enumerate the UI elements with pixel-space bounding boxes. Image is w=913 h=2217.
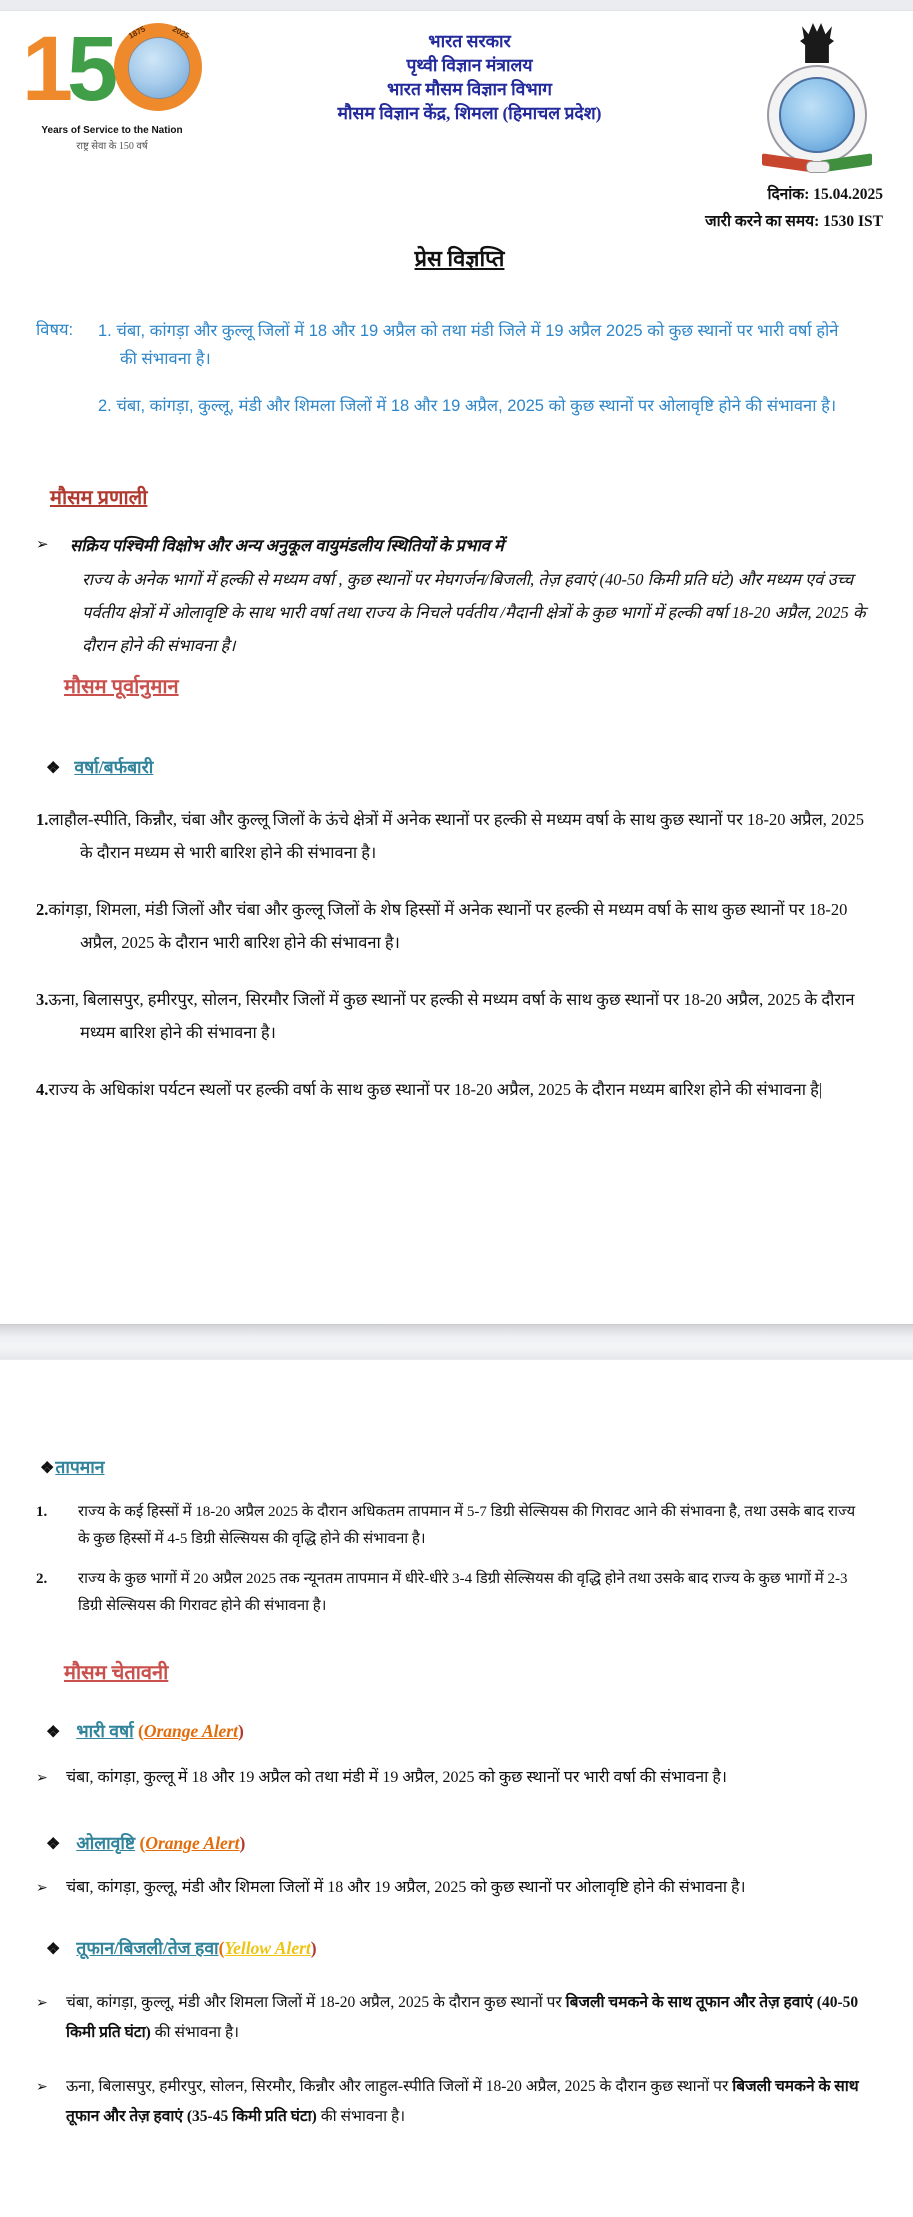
- ashoka-emblem-icon: [800, 23, 834, 63]
- warning-thunderstorm-point-1: [36, 1988, 883, 2048]
- section-weather-system: [50, 483, 883, 510]
- tricolor-ribbon-icon: [762, 157, 872, 171]
- arrow-bullet-icon: ➢: [36, 537, 49, 553]
- warning-hailstorm-heading: [46, 1831, 883, 1855]
- subsection-rain-snow-text: वर्षा/बर्फबारी: [74, 757, 154, 777]
- forecast-point-3-num: 3.: [36, 990, 49, 1009]
- viewer-top-strip: [0, 0, 913, 11]
- press-release-title: [36, 243, 883, 273]
- point-pre: चंबा, कांगड़ा, कुल्लू, मंडी और शिमला जिलों में 18-20 अप्रैल, 2025 के दौरान कुछ स्थानों पर: [66, 1994, 566, 2011]
- point-post: की संभावना है।: [316, 2108, 406, 2125]
- page-separator: [0, 1324, 913, 1360]
- warning-thunderstorm-point-2-text: [66, 2072, 873, 2132]
- subject-item-2: 2. चंबा, कांगड़ा, कुल्लू, मंडी और शिमला जिलों में 18 और 19 अप्रैल, 2025 को कुछ स्थानों पर ओलावृष्टि होने की संभावना है।: [98, 397, 837, 415]
- diamond-bullet-icon: ❖: [46, 760, 61, 777]
- letterhead: [21, 18, 883, 171]
- forecast-point-3-text: ऊना, बिलासपुर, हमीरपुर, सोलन, सिरमौर जिलों में कुछ स्थानों पर हल्की से मध्यम वर्षा के साथ कुछ स्थानों पर 18-20 अप्रैल, 2025 के दौरान मध्यम बारिश होने की संभावना है।: [48, 990, 855, 1042]
- section-weather-system-text: मौसम प्रणाली: [50, 487, 148, 509]
- warning-heavy-rain-point: [36, 1763, 883, 1794]
- forecast-point-4-text: राज्य के अधिकांश पर्यटन स्थलों पर हल्की वर्षा के साथ कुछ स्थानों पर 18-20 अप्रैल, 2025 के दौरान मध्यम बारिश होने की संभावना है|: [48, 1080, 823, 1099]
- arrow-bullet-icon: ➢: [36, 2080, 48, 2095]
- arrow-bullet-icon: ➢: [36, 1996, 48, 2011]
- temperature-point-2-num: 2.: [36, 1571, 48, 1587]
- temperature-point-1: [36, 1499, 883, 1553]
- yellow-alert-badge: Yellow Alert: [224, 1938, 311, 1958]
- weather-system-bullet-heading: सक्रिय पश्चिमी विक्षोभ और अन्य अनुकूल वायुमंडलीय स्थितियों के प्रभाव में: [70, 536, 504, 555]
- imd-globe-icon: [779, 77, 855, 153]
- section-weather-warning-text: मौसम चेतावनी: [64, 1662, 169, 1684]
- imd-emblem-circle: [767, 65, 867, 165]
- org-line-department: भारत मौसम विज्ञान विभाग: [386, 79, 553, 99]
- logo-globe-ring: [114, 23, 202, 111]
- forecast-point-2: [36, 893, 883, 959]
- page-2: [0, 1360, 913, 2217]
- forecast-point-4: [36, 1073, 883, 1106]
- weather-system-bullet: [36, 534, 883, 558]
- point-bold: बिजली चमकने के साथ तूफान और तेज़ हवाएं (35-45 किमी प्रति घंटा): [66, 2078, 859, 2125]
- logo-year-start: 1875: [127, 24, 148, 41]
- temperature-point-2-text: राज्य के कुछ भागों में 20 अप्रैल 2025 तक न्यूनतम तापमान में धीरे-धीरे 3-4 डिग्री सेल्सियस की वृद्धि होने तथा उसके बाद राज्य के कुछ भागों में 2-3 डिग्री सेल्सियस की गिरावट होने की संभावना है।: [78, 1571, 848, 1614]
- paren-open: (: [139, 1833, 146, 1853]
- logo-caption-hi: राष्ट्र सेवा के 150 वर्ष: [76, 141, 148, 152]
- arrow-bullet-icon: ➢: [36, 1771, 48, 1786]
- issue-date: दिनांक: 15.04.2025: [767, 186, 883, 203]
- forecast-point-4-num: 4.: [36, 1080, 49, 1099]
- arrow-bullet-icon: ➢: [36, 1881, 48, 1896]
- logo-caption-en: Years of Service to the Nation: [41, 125, 183, 136]
- organization-header: [188, 23, 751, 125]
- paren-open: (: [138, 1721, 144, 1741]
- subsection-rain-snow: [46, 755, 883, 779]
- paren-open: (: [218, 1938, 225, 1958]
- section-weather-warning: [64, 1658, 883, 1685]
- warning-thunderstorm-title: तूफान/बिजली/तेज हवा: [76, 1938, 219, 1958]
- warning-heavy-rain-title: भारी वर्षा: [76, 1721, 134, 1741]
- ribbon-center: [806, 161, 830, 173]
- subject-items: [98, 317, 883, 439]
- subject-block: [36, 317, 883, 439]
- org-line-govt: भारत सरकार: [428, 31, 511, 51]
- section-forecast: [64, 672, 883, 699]
- paren-close: ): [310, 1938, 317, 1958]
- warning-thunderstorm-heading: [46, 1936, 883, 1960]
- page-1: [0, 11, 913, 1324]
- imd-150-years-logo: [21, 18, 192, 152]
- subject-item-1: 1. चंबा, कांगड़ा और कुल्लू जिलों में 18 और 19 अप्रैल को तथा मंडी जिले में 19 अप्रैल 2025 को कुछ स्थानों पर भारी वर्षा होने की संभावना है।: [98, 322, 839, 368]
- point-post: की संभावना है।: [150, 2024, 240, 2041]
- warning-heavy-rain-point-text: चंबा, कांगड़ा, कुल्लू में 18 और 19 अप्रैल को तथा मंडी में 19 अप्रैल, 2025 को कुछ स्थानों पर भारी वर्षा की संभावना है।: [66, 1769, 727, 1786]
- warning-heavy-rain-heading: [46, 1719, 883, 1743]
- forecast-point-2-text: कांगड़ा, शिमला, मंडी जिलों और चंबा और कुल्लू जिलों के शेष हिस्सों में अनेक स्थानों पर हल्की से मध्यम वर्षा के साथ कुछ स्थानों पर 18-20 अप्रैल, 2025 के दौरान भारी बारिश होने की संभावना है।: [48, 900, 848, 952]
- issue-meta: [36, 181, 883, 235]
- imd-emblem-logo: [751, 23, 883, 171]
- warning-hailstorm-point: [36, 1873, 883, 1904]
- diamond-bullet-icon: ❖: [46, 1941, 61, 1958]
- forecast-point-1-num: 1.: [36, 810, 49, 829]
- paren-close: ): [239, 1833, 246, 1853]
- forecast-point-2-num: 2.: [36, 900, 49, 919]
- section-forecast-text: मौसम पूर्वानुमान: [64, 676, 179, 698]
- warning-thunderstorm-point-1-text: [66, 1988, 873, 2048]
- org-line-centre: मौसम विज्ञान केंद्र, शिमला (हिमाचल प्रदेश): [337, 103, 602, 123]
- logo-digit-5: 5: [67, 18, 113, 120]
- logo-year-end: 2025: [171, 24, 192, 41]
- org-line-ministry: पृथ्वी विज्ञान मंत्रालय: [406, 55, 533, 75]
- temperature-point-1-num: 1.: [36, 1504, 48, 1520]
- warning-thunderstorm-point-2: [36, 2072, 883, 2132]
- globe-icon: [128, 37, 190, 99]
- logo-digit-1: 1: [21, 18, 67, 120]
- diamond-bullet-icon: ❖: [46, 1836, 61, 1853]
- diamond-bullet-icon: ❖: [40, 1460, 55, 1477]
- forecast-point-1-text: लाहौल-स्पीति, किन्नौर, चंबा और कुल्लू जिलों के ऊंचे क्षेत्रों में अनेक स्थानों पर हल्की से मध्यम वर्षा के साथ कुछ स्थानों पर 18-20 अप्रैल, 2025 के दौरान मध्यम से भारी बारिश होने की संभावना है।: [48, 810, 865, 862]
- temperature-point-2: [36, 1566, 883, 1620]
- warning-hailstorm-title: ओलावृष्टि: [76, 1833, 136, 1853]
- issue-time: जारी करने का समय: 1530 IST: [705, 213, 883, 230]
- logo-150-digits: [21, 18, 192, 120]
- weather-system-paragraph: राज्य के अनेक भागों में हल्की से मध्यम वर्षा , कुछ स्थानों पर मेघगर्जन/बिजली, तेज़ हवाएं (40-50 किमी प्रति घंटे) और मध्यम एवं उच्च पर्वतीय क्षेत्रों में ओलावृष्टि के साथ भारी वर्षा तथा राज्य के निचले पर्वतीय /मैदानी क्षेत्रों के कुछ भागों में हल्की वर्षा 18-20 अप्रैल, 2025 के दौरान होने की संभावना है।: [82, 570, 866, 655]
- paren-close: ): [237, 1721, 244, 1741]
- warning-hailstorm-point-text: चंबा, कांगड़ा, कुल्लू, मंडी और शिमला जिलों में 18 और 19 अप्रैल, 2025 को कुछ स्थानों पर ओलावृष्टि होने की संभावना है।: [66, 1879, 746, 1896]
- orange-alert-badge: Orange Alert: [145, 1833, 240, 1853]
- diamond-bullet-icon: ❖: [46, 1724, 61, 1741]
- subject-label: विषय:: [36, 321, 74, 339]
- orange-alert-badge: Orange Alert: [143, 1721, 238, 1741]
- temperature-point-1-text: राज्य के कई हिस्सों में 18-20 अप्रैल 2025 के दौरान अधिकतम तापमान में 5-7 डिग्री सेल्सियस की गिरावट आने की संभावना है, तथा उसके बाद राज्य के कुछ हिस्सों में 4-5 डिग्री सेल्सियस की वृद्धि होने की संभावना है।: [78, 1504, 856, 1547]
- point-bold: बिजली चमकने के साथ तूफान और तेज़ हवाएं (40-50 किमी प्रति घंटा): [66, 1994, 859, 2041]
- forecast-point-1: [36, 803, 883, 869]
- forecast-point-3: [36, 983, 883, 1049]
- subsection-temperature-text: तापमान: [55, 1457, 105, 1477]
- press-release-title-text: प्रेस विज्ञप्ति: [414, 246, 505, 271]
- subsection-temperature: [40, 1455, 883, 1479]
- point-pre: ऊना, बिलासपुर, हमीरपुर, सोलन, सिरमौर, किन्नौर और लाहुल-स्पीति जिलों में 18-20 अप्रैल, 2025 के दौरान कुछ स्थानों पर: [66, 2078, 733, 2095]
